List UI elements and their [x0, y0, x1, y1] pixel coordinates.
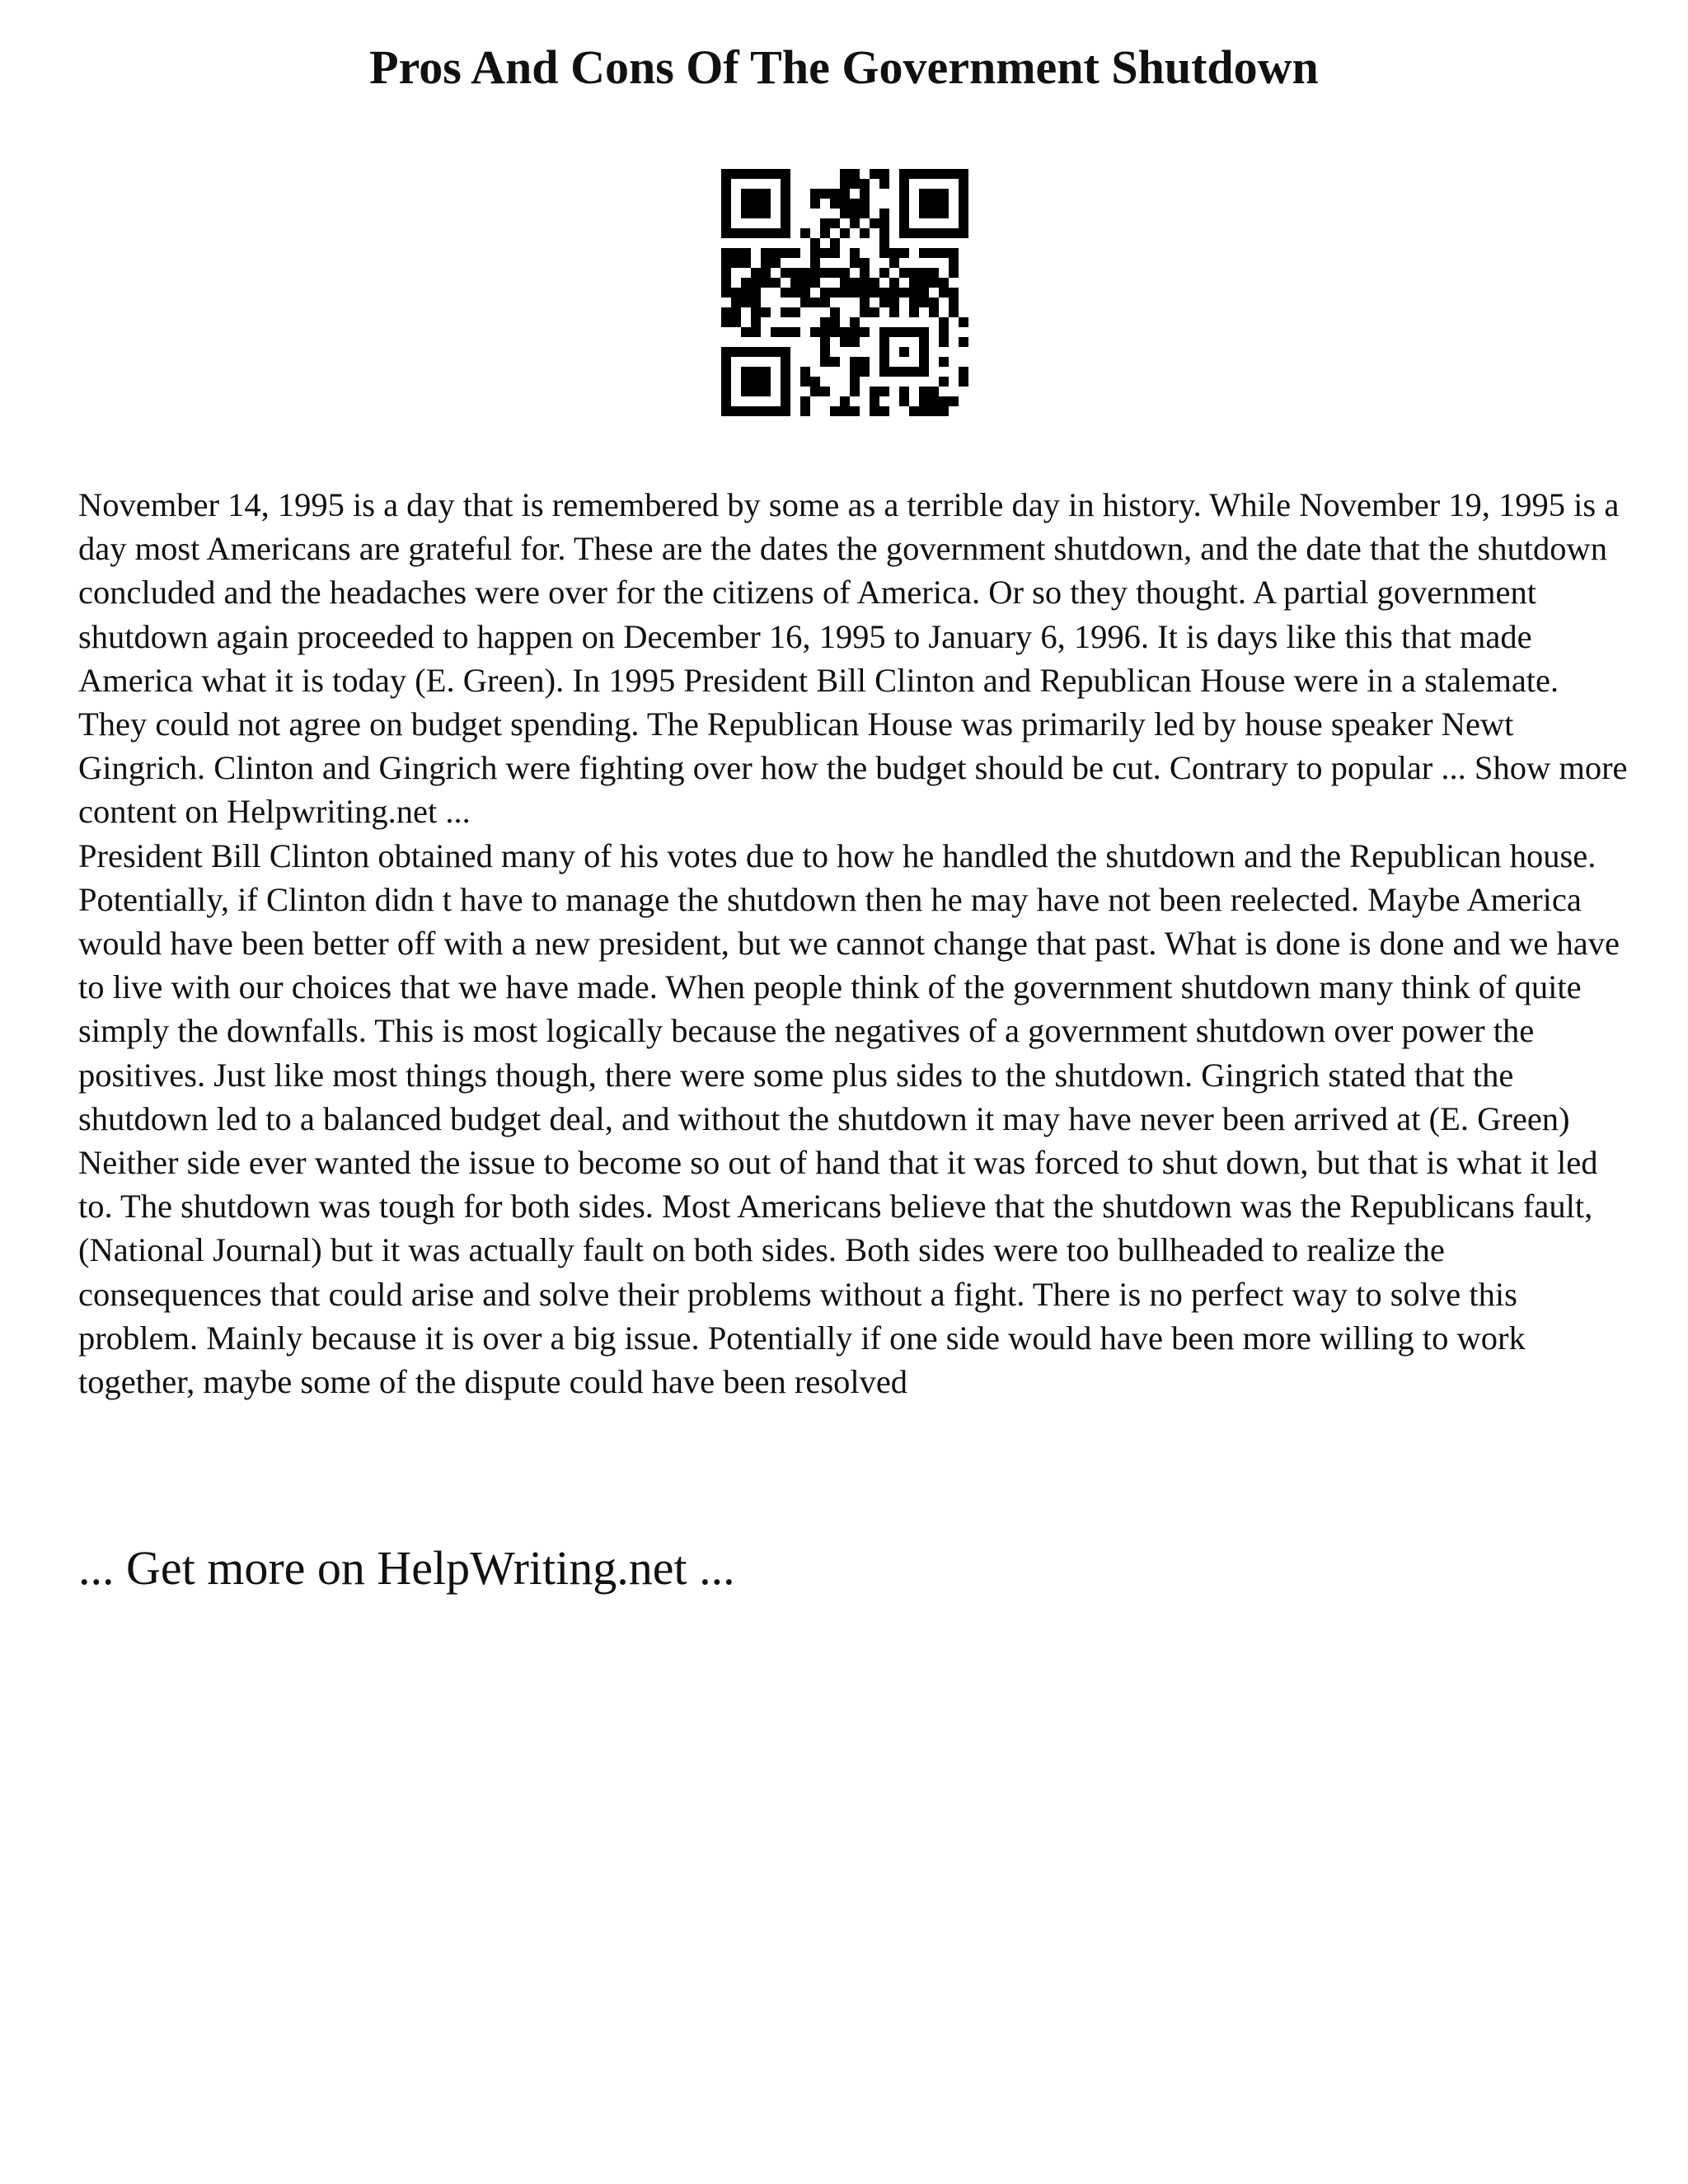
- qr-code-icon[interactable]: [721, 169, 968, 416]
- article-body: [78, 483, 1628, 1404]
- document-title: Pros And Cons Of The Government Shutdown: [369, 40, 1319, 94]
- qr-code-graphic: [721, 169, 968, 416]
- article-paragraph-1: November 14, 1995 is a day that is remembered by some as a terrible day in history. While November 19, 1995 is a day most Americans are grateful for. These are the dates the government shutdown, and the date that the shutdown concluded and the headaches were over for the citizens of America. Or so they thought. A partial government shutdown again proceeded to happen on December 16, 1995 to January 6, 1996. It is days like this that made America what it is today (E. Green). In 1995 President Bill Clinton and Republican House were in a stalemate. They could not agree on budget spending. The Republican House was primarily led by house speaker Newt Gingrich. Clinton and Gingrich were fighting over how the budget should be cut. Contrary to popular ... Show more content on Helpwriting.net ...: [78, 486, 1628, 831]
- get-more-link[interactable]: ... Get more on HelpWriting.net ...: [78, 1541, 735, 1595]
- article-paragraph-2: President Bill Clinton obtained many of his votes due to how he handled the shutdown and the Republican house. Potentially, if Clinton didn t have to manage the shutdown then he may have not been reelected. Maybe America would have been better off with a new president, but we cannot change that past. What is done is done and we have to live with our choices that we have made. When people think of the government shutdown many think of quite simply the downfalls. This is most logically because the negatives of a government shutdown over power the positives. Just like most things though, there were some plus sides to the shutdown. Gingrich stated that the shutdown led to a balanced budget deal, and without the shutdown it may have never been arrived at (E. Green) Neither side ever wanted the issue to become so out of hand that it was forced to shut down, but that is what it led to. The shutdown was tough for both sides. Most Americans believe that the shutdown was the Republicans fault, (National Journal) but it was actually fault on both sides. Both sides were too bullheaded to realize the consequences that could arise and solve their problems without a fight. There is no perfect way to solve this problem. Mainly because it is over a big issue. Potentially if one side would have been more willing to work together, maybe some of the dispute could have been resolved: [78, 837, 1620, 1401]
